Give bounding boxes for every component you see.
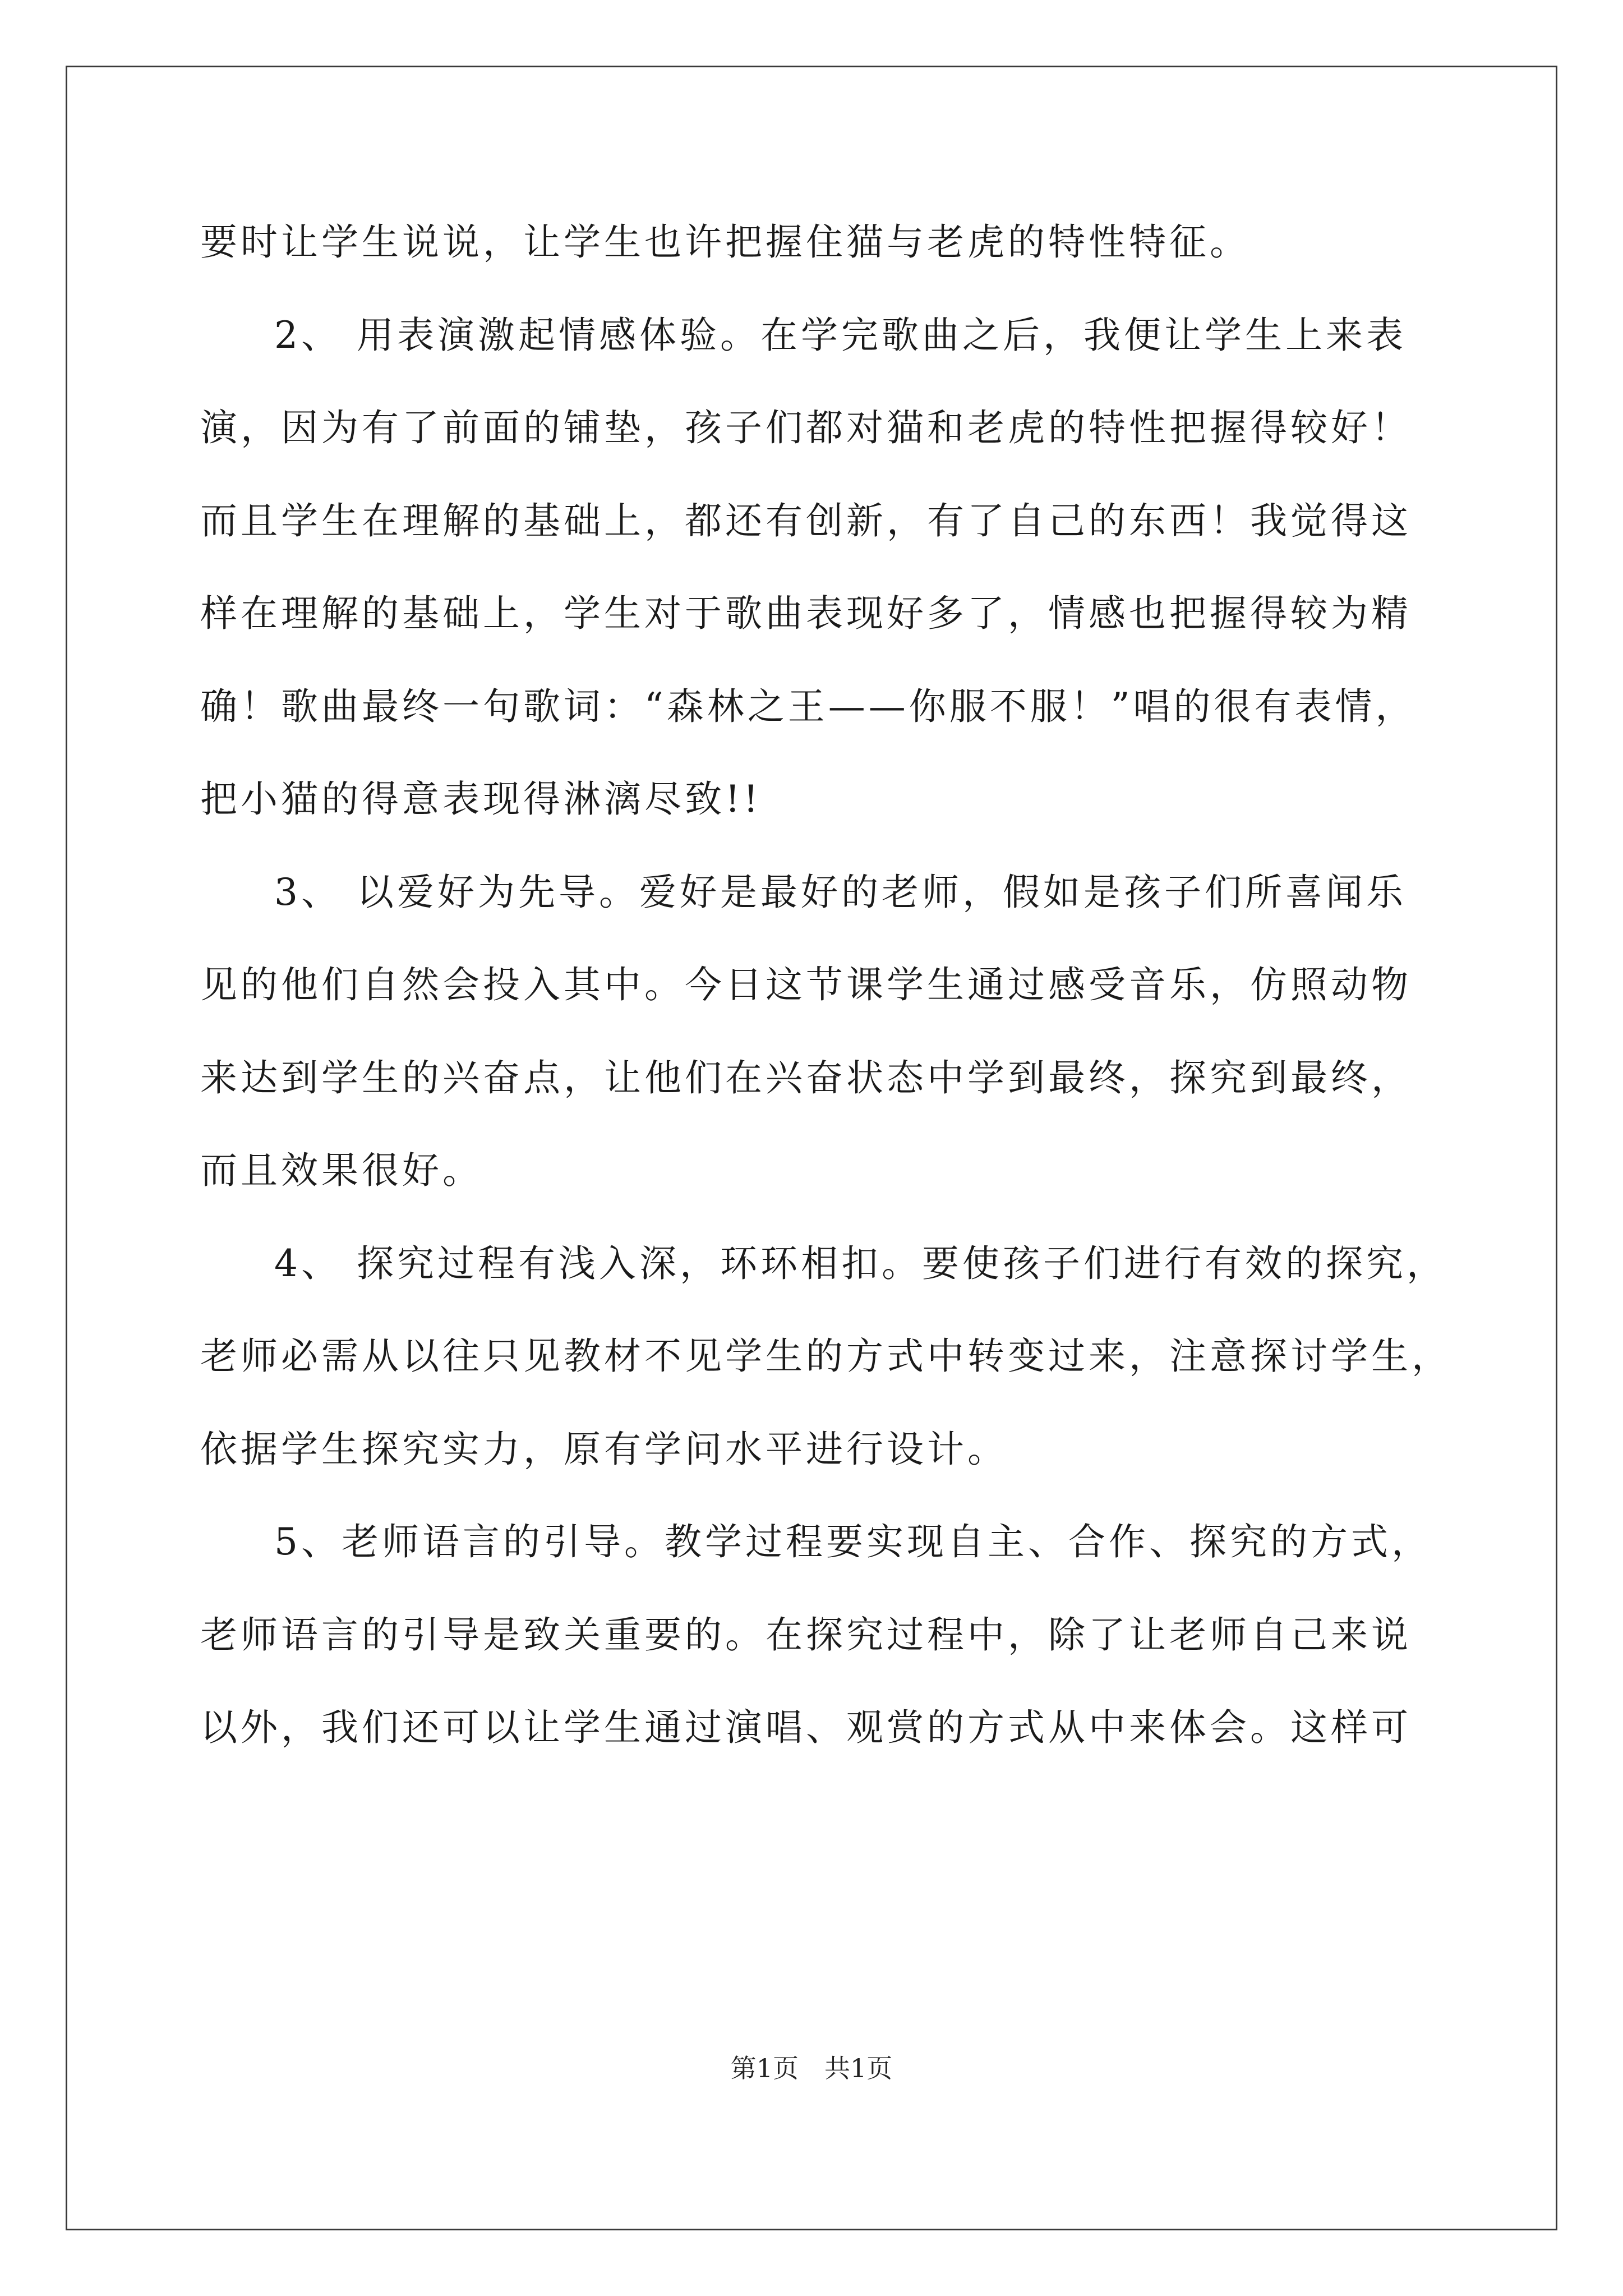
- text-line: 见的他们自然会投入其中。今日这节课学生通过感受音乐，仿照动物: [200, 963, 1412, 1006]
- text-line: 演，因为有了前面的铺垫，孩子们都对猫和老虎的特性把握得较好！: [200, 406, 1412, 449]
- text-line: 要时让学生说说，让学生也许把握住猫与老虎的特性特征。: [200, 220, 1250, 264]
- text-line: 以外，我们还可以让学生通过演唱、观赏的方式从中来体会。这样可: [200, 1706, 1412, 1749]
- paragraph-4-start: 4、 探究过程有浅入深，环环相扣。要使孩子们进行有效的探究，: [274, 1241, 1447, 1285]
- text-line: 而且效果很好。: [200, 1149, 483, 1192]
- text-line: 把小猫的得意表现得淋漓尽致!!: [200, 777, 762, 821]
- paragraph-2-start: 2、 用表演激起情感体验。在学完歌曲之后，我便让学生上来表: [274, 313, 1407, 357]
- document-body: [200, 214, 1456, 1793]
- text-line: 来达到学生的兴奋点，让他们在兴奋状态中学到最终，探究到最终，: [200, 1056, 1412, 1099]
- paragraph-5-start: 5、老师语言的引导。教学过程要实现自主、合作、探究的方式，: [274, 1520, 1432, 1563]
- text-line: 老师语言的引导是致关重要的。在探究过程中，除了让老师自己来说: [200, 1613, 1412, 1657]
- text-line: 老师必需从以往只见教材不见学生的方式中转变过来，注意探讨学生，: [200, 1335, 1452, 1378]
- page-number-footer: 第1页 共1页: [730, 2053, 893, 2083]
- text-line: 而且学生在理解的基础上，都还有创新，有了自己的东西！我觉得这: [200, 499, 1412, 542]
- paragraph-3-start: 3、 以爱好为先导。爱好是最好的老师，假如是孩子们所喜闻乐: [274, 870, 1407, 914]
- text-line: 依据学生探究实力，原有学问水平进行设计。: [200, 1427, 1008, 1471]
- text-line: 样在理解的基础上，学生对于歌曲表现好多了，情感也把握得较为精: [200, 592, 1412, 635]
- text-line: 确！歌曲最终一句歌词：“森林之王——你服不服！”唱的很有表情，: [200, 684, 1416, 728]
